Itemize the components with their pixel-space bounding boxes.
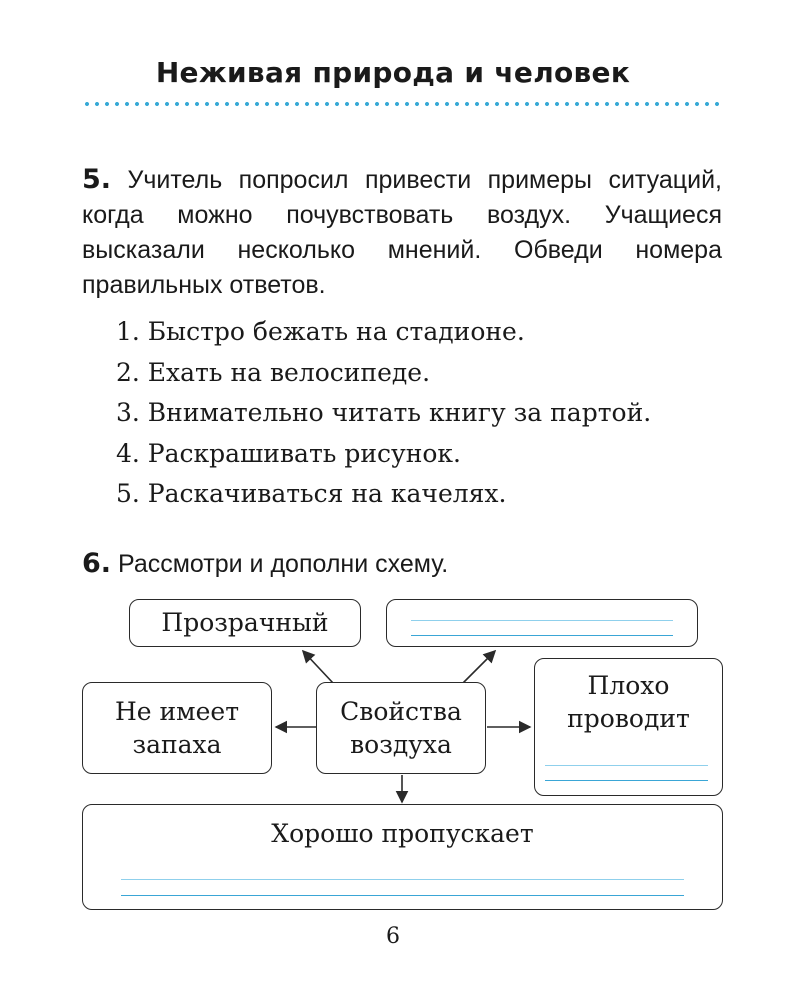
scheme-box-bottom-text: Хорошо пропускает [271, 819, 534, 848]
answer-option-4[interactable]: 4. Раскрашивать рисунок. [116, 438, 461, 468]
scheme-box-center-line-1: Свойства [340, 697, 462, 726]
scheme-box-top-right-blank[interactable] [386, 599, 698, 647]
scheme-box-bottom[interactable] [82, 804, 723, 910]
task-6-number: 6. [82, 548, 112, 579]
scheme-box-center [316, 682, 486, 774]
answer-line [411, 635, 673, 636]
answer-option-2[interactable]: 2. Ехать на велосипеде. [116, 357, 431, 387]
task-5-number: 5. [82, 164, 112, 195]
scheme-box-right-line-1: Плохо [587, 671, 670, 700]
answer-line [121, 895, 684, 896]
scheme-box-top-left [129, 599, 361, 647]
scheme-box-center-line-2: воздуха [350, 730, 452, 759]
scheme-box-right[interactable] [534, 658, 723, 796]
answer-line [411, 620, 673, 621]
scheme-box-left [82, 682, 272, 774]
page-number: 6 [386, 924, 400, 949]
task-5-question: Учитель попросил привести примеры ситуаций, когда можно почувствовать воздух. Учащиеся высказали несколько мнений. Обведи номера правильных ответов. [82, 166, 722, 299]
scheme-box-left-line-2: запаха [132, 730, 222, 759]
answer-option-3[interactable]: 3. Внимательно читать книгу за партой. [116, 398, 652, 427]
answer-line [545, 765, 708, 766]
answer-line [121, 879, 684, 880]
page-title: Неживая природа и человек [155, 56, 631, 89]
task-6-instruction: Рассмотри и дополни схему. [118, 550, 449, 578]
arrow-to-top-right [463, 651, 495, 683]
answer-option-1[interactable]: 1. Быстро бежать на стадионе. [116, 317, 525, 346]
arrow-to-top-left [303, 651, 333, 683]
answer-line [545, 780, 708, 781]
scheme-box-left-line-1: Не имеет [114, 697, 240, 726]
answer-option-5[interactable]: 5. Раскачиваться на качелях. [116, 479, 507, 508]
scheme-box-top-left-text: Прозрачный [161, 608, 329, 637]
scheme-box-right-line-2: проводит [567, 704, 690, 733]
